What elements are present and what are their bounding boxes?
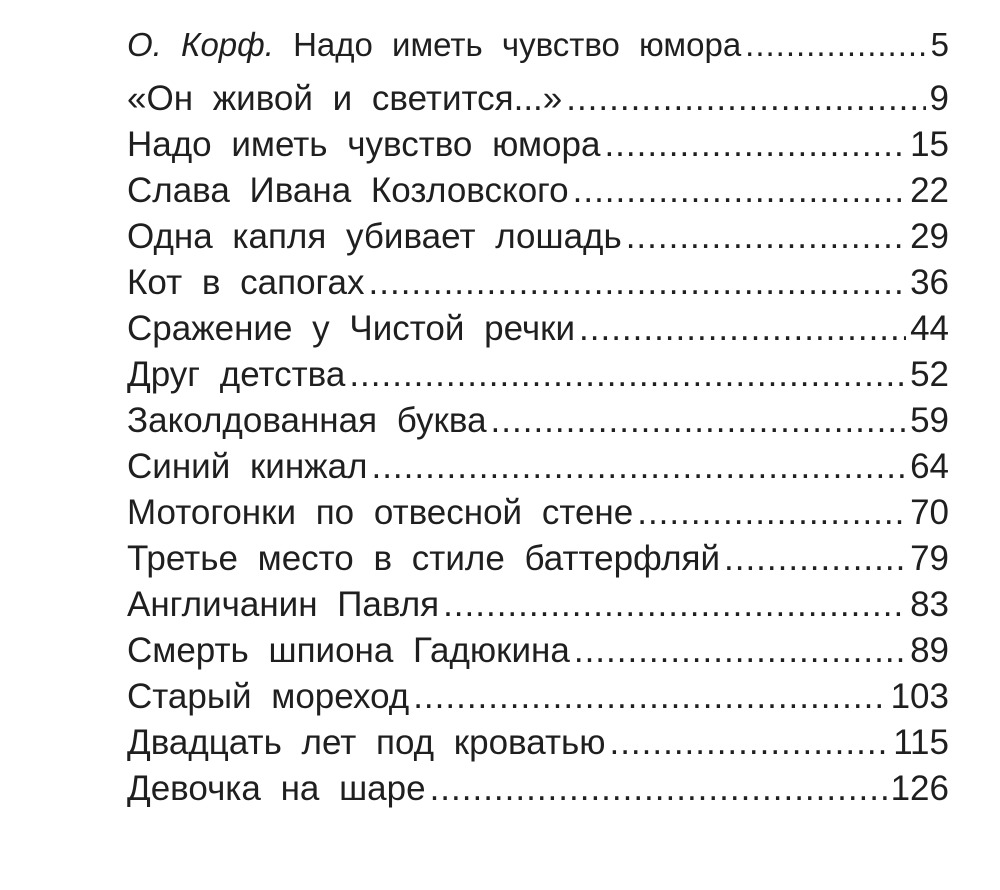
toc-entry-title: Друг детства [127, 355, 346, 394]
toc-row [127, 444, 949, 490]
toc-entry-page: 22 [910, 171, 949, 210]
toc-entry-title: Девочка на шаре [127, 769, 426, 808]
toc-entry-title: Старый мореход [127, 677, 410, 716]
dot-leader [573, 168, 906, 214]
toc-entry-page: 15 [910, 125, 949, 164]
dot-leader [371, 444, 906, 490]
toc-entry-title: Заколдованная буква [127, 401, 487, 440]
toc-row [127, 582, 949, 628]
toc-row [127, 674, 949, 720]
toc-entry-title: Одна капля убивает лошадь [127, 217, 622, 256]
dot-leader [566, 76, 925, 122]
toc-row [127, 214, 949, 260]
toc-entry-page: 59 [910, 401, 949, 440]
toc-row [127, 766, 949, 812]
toc-intro-author: О. Корф. [127, 26, 274, 63]
toc-entry-page: 52 [910, 355, 949, 394]
toc-entry-page: 29 [910, 217, 949, 256]
toc-row [127, 398, 949, 444]
toc-row [127, 720, 949, 766]
toc-entry-title: Третье место в стиле баттерфляй [127, 539, 720, 578]
toc-entry-title: Слава Ивана Козловского [127, 171, 569, 210]
table-of-contents [127, 22, 949, 812]
toc-entry-page: 126 [890, 769, 949, 808]
toc-entry-title: Мотогонки по отвесной стене [127, 493, 634, 532]
dot-leader [626, 214, 906, 260]
toc-entry-title: «Он живой и светится...» [127, 79, 563, 118]
toc-row [127, 122, 949, 168]
toc-intro-title-text: Надо иметь чувство юмора [293, 26, 742, 63]
toc-row [127, 352, 949, 398]
toc-entry-page: 64 [910, 447, 949, 486]
dot-leader [574, 628, 906, 674]
toc-row [127, 306, 949, 352]
toc-row [127, 260, 949, 306]
toc-entry-title: Надо иметь чувство юмора [127, 125, 601, 164]
dot-leader [604, 122, 906, 168]
dot-leader [637, 490, 906, 536]
toc-entry-title: Синий кинжал [127, 447, 368, 486]
toc-row [127, 536, 949, 582]
toc-row [127, 76, 949, 122]
dot-leader [491, 398, 907, 444]
toc-entry-title: Двадцать лет под кроватью [127, 723, 606, 762]
toc-entry-title: Сражение у Чистой речки [127, 309, 576, 348]
dot-leader [745, 22, 926, 68]
toc-row [127, 490, 949, 536]
toc-intro-page: 5 [930, 26, 949, 63]
toc-intro-row [127, 22, 949, 76]
toc-entry-title: Кот в сапогах [127, 263, 365, 302]
dot-leader [609, 720, 889, 766]
toc-intro-title [127, 22, 741, 68]
toc-entry-title: Смерть шпиона Гадюкина [127, 631, 570, 670]
dot-leader [413, 674, 886, 720]
toc-entry-page: 115 [893, 723, 949, 762]
dot-leader [443, 582, 906, 628]
toc-entry-page: 36 [910, 263, 949, 302]
dot-leader [369, 260, 907, 306]
toc-entry-page: 79 [910, 539, 949, 578]
toc-row [127, 628, 949, 674]
toc-entry-page: 44 [910, 309, 949, 348]
toc-entry-title: Англичанин Павля [127, 585, 440, 624]
dot-leader [579, 306, 906, 352]
dot-leader [349, 352, 906, 398]
toc-entry-page: 103 [890, 677, 949, 716]
toc-row [127, 168, 949, 214]
dot-leader [724, 536, 906, 582]
toc-entry-page: 70 [910, 493, 949, 532]
toc-entry-page: 89 [910, 631, 949, 670]
toc-entry-page: 83 [910, 585, 949, 624]
dot-leader [430, 766, 887, 812]
toc-entry-page: 9 [929, 79, 949, 118]
